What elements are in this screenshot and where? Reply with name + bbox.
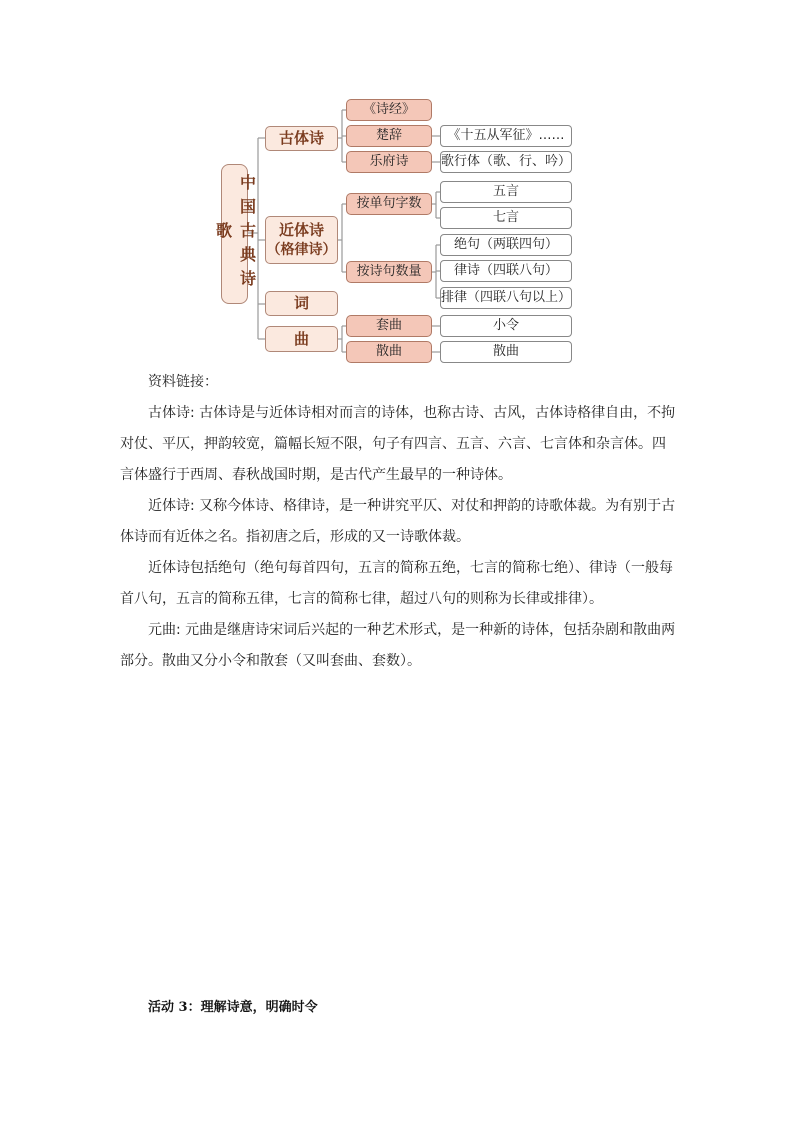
leaf-lvshi: 律诗（四联八句） [440,260,572,282]
paragraph-yuanqu-label: 元曲: [148,622,181,638]
link-heading-text: 资料链接： [148,374,218,390]
leaf-xiaoling: 小令 [440,315,572,337]
link-heading [148,367,704,398]
leaf-yuefu-example: 歌行体（歌、行、吟） [440,151,572,173]
jintishi-label-line2: （格律诗） [266,241,337,258]
paragraph-yuanqu [120,615,676,677]
paragraph-gutishi-body: 古体诗是与近体诗相对而言的诗体，也称古诗、古风，古体诗格律自由，不拘对仗、平仄，押韵较宽，篇幅长短不限，句子有四言、五言、六言、七言体和杂言体。四言体盛行于西周、春秋战国时期，是古代产生最早的一种诗体。 [120,405,676,483]
paragraph-yuanqu-body: 元曲是继唐诗宋词后兴起的一种艺术形式，是一种新的诗体，包括杂剧和散曲两部分。散曲又分小令和散套（又叫套曲、套数）。 [120,622,676,669]
paragraph-jintishi [120,491,676,553]
node-sanqu: 散曲 [346,341,432,363]
node-ci: 词 [265,291,338,316]
root-label: 中国古典诗歌 [213,174,257,294]
leaf-jueju: 绝句（两联四句） [440,234,572,256]
node-by-words: 按单句字数 [346,193,432,215]
paragraph-jintishi-body: 又称今体诗、格律诗，是一种讲究平仄、对仗和押韵的诗歌体裁。为有别于古体诗而有近体之名。指初唐之后，形成的又一诗歌体裁。 [120,498,676,545]
leaf-chuci-example: 《十五从军征》…… [440,125,572,147]
node-yuefu: 乐府诗 [346,151,432,173]
paragraph-gutishi [120,398,676,491]
node-chuci: 楚辞 [346,125,432,147]
node-qu: 曲 [265,326,338,352]
paragraph-jintishi-types [120,553,676,615]
leaf-pailv: 排律（四联八句以上） [440,287,572,309]
node-by-lines: 按诗句数量 [346,261,432,283]
mindmap-root [213,164,257,304]
leaf-sanqu: 散曲 [440,341,572,363]
paragraph-jintishi-types-text: 近体诗包括绝句（绝句每首四句，五言的简称五绝，七言的简称七绝）、律诗（一般每首八句，五言的简称五律，七言的简称七律，超过八句的则称为长律或排律）。 [120,560,673,607]
node-gutishi: 古体诗 [265,126,338,151]
leaf-qiyan: 七言 [440,207,572,229]
jintishi-label-line1: 近体诗 [278,221,324,240]
node-shijing: 《诗经》 [346,99,432,121]
leaf-wuyan: 五言 [440,181,572,203]
activity-heading: 活动 3：理解诗意，明确时令 [148,1000,318,1015]
paragraph-jintishi-label: 近体诗: [148,498,195,514]
node-jintishi [265,216,338,264]
node-taoqu: 套曲 [346,315,432,337]
paragraph-gutishi-label: 古体诗: [148,405,195,421]
